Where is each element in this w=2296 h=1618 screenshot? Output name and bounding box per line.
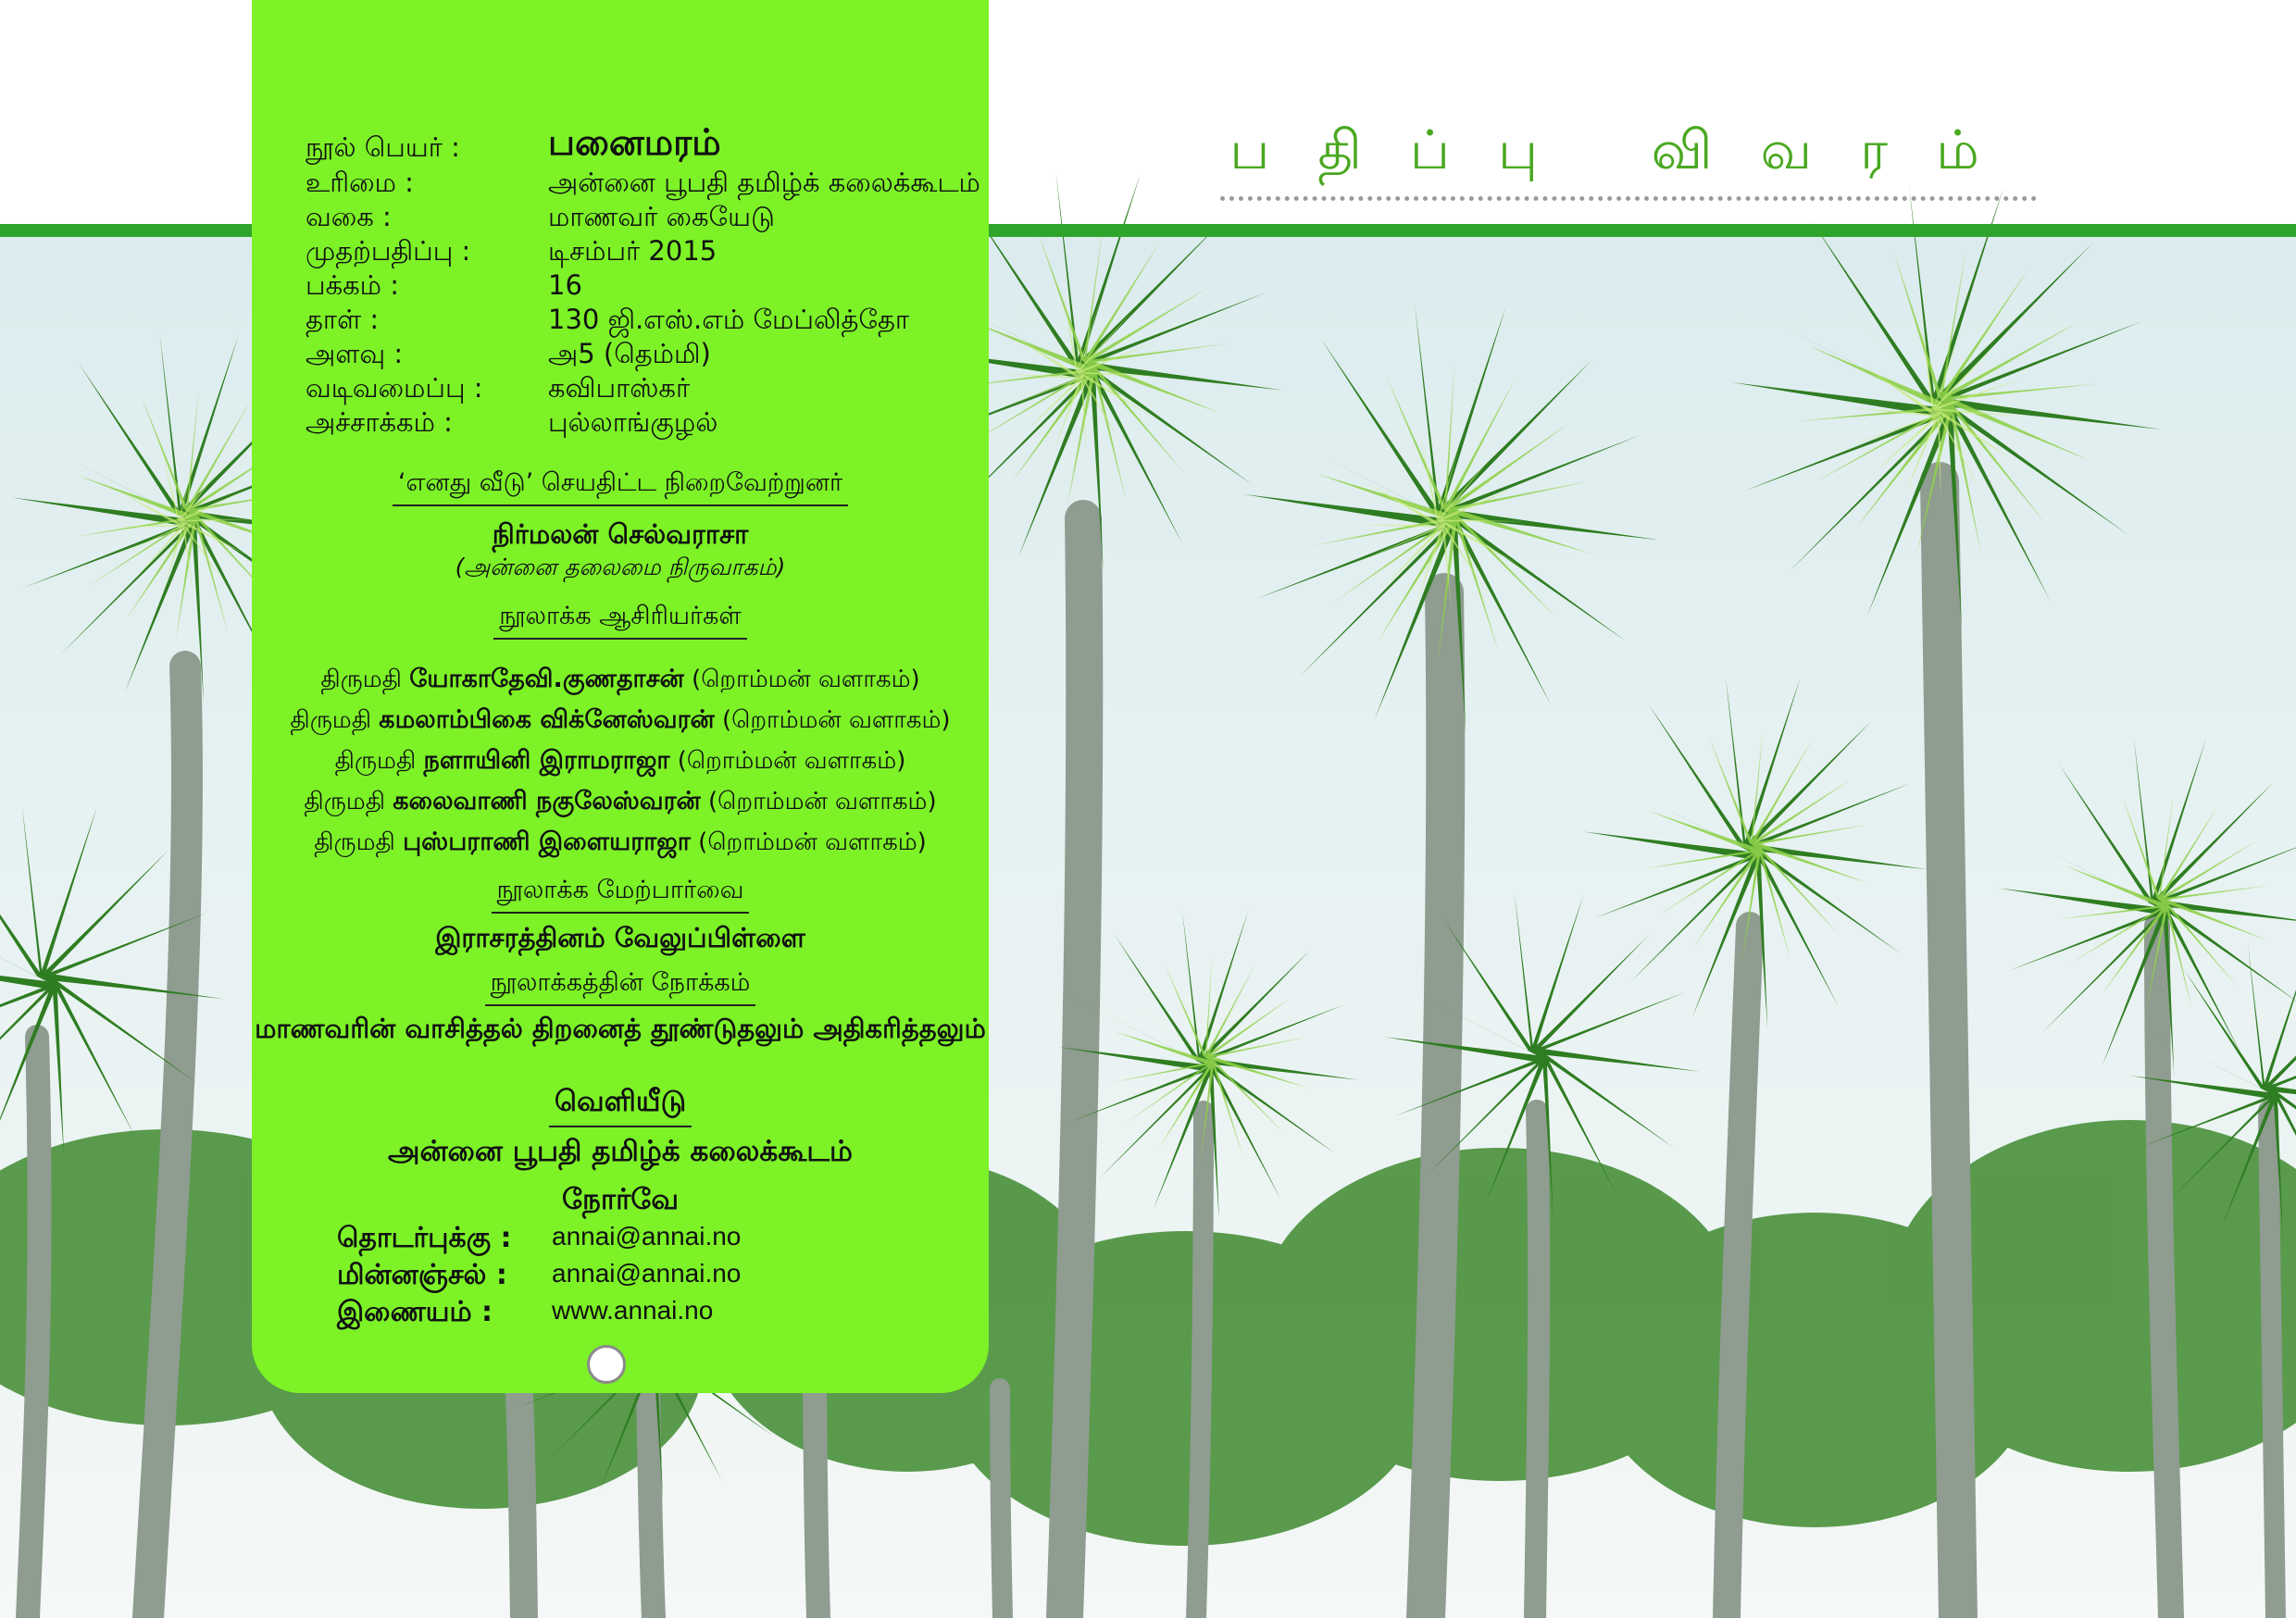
- contact-row-website: [337, 1296, 892, 1329]
- detail-value: 130 ஜி.எஸ்.எம் மேப்லித்தோ: [548, 304, 910, 335]
- detail-value: மாணவர் கையேடு: [548, 201, 775, 232]
- detail-value: அன்னை பூபதி தமிழ்க் கலைக்கூடம்: [548, 167, 980, 198]
- author-line: திருமதி யோகாதேவி.குணதாசன் (றொம்மன் வளாகம்): [320, 665, 920, 693]
- project-heading: ‘எனது வீடு’ செயதிட்ட நிறைவேற்றுனர்: [252, 468, 989, 506]
- authors-heading: நூலாக்க ஆசிரியர்கள்: [252, 602, 989, 640]
- detail-value: கவிபாஸ்கர்: [548, 372, 691, 404]
- detail-row-first-edition: [306, 235, 991, 268]
- book-details-panel: [252, 0, 989, 1393]
- contact-label: தொடர்புக்கு :: [337, 1222, 512, 1254]
- detail-row-title: [306, 122, 991, 165]
- project-executor-name: நிர்மலன் செல்வராசா: [492, 518, 749, 550]
- contact-row-phone: [337, 1222, 892, 1255]
- detail-label: வடிவமைப்பு :: [306, 372, 483, 404]
- detail-value: டிசம்பர் 2015: [548, 235, 718, 267]
- purpose-text: மாணவரின் வாசித்தல் திறனைத் தூண்டுதலும் அதிகரித்தலும்: [255, 1013, 986, 1044]
- detail-label: அளவு :: [306, 338, 404, 369]
- book-title: பனைமரம்: [548, 122, 721, 164]
- project-executor-role: (அன்னை தலைமை நிருவாகம்): [455, 554, 786, 580]
- purpose-heading: நூலாக்கத்தின் நோக்கம்: [252, 968, 989, 1006]
- punch-hole-icon: [587, 1345, 626, 1384]
- detail-row-type: [306, 201, 991, 234]
- detail-label: முதற்பதிப்பு :: [306, 235, 471, 267]
- detail-label: வகை :: [306, 201, 392, 232]
- author-line: திருமதி கமலாம்பிகை விக்னேஸ்வரன் (றொம்மன் வளாகம்): [290, 705, 951, 734]
- detail-row-rights: [306, 167, 991, 200]
- detail-value: புல்லாங்குழல்: [548, 406, 718, 438]
- dotted-underline: [1220, 196, 2037, 201]
- detail-row-paper: [306, 304, 991, 337]
- detail-row-design: [306, 372, 991, 405]
- email-link[interactable]: annai@annai.no: [552, 1259, 742, 1288]
- detail-value: 16: [548, 269, 582, 301]
- author-line: திருமதி கலைவாணி நகுலேஸ்வரன் (றொம்மன் வளாகம்): [304, 787, 937, 815]
- contact-label: இணையம் :: [337, 1296, 493, 1328]
- release-heading: வெளியீடு: [252, 1085, 989, 1127]
- supervision-heading: நூலாக்க மேற்பார்வை: [252, 876, 989, 914]
- author-line: திருமதி நளாயினி இராமராஜா (றொம்மன் வளாகம்): [334, 746, 906, 775]
- detail-label: பக்கம் :: [306, 269, 400, 301]
- author-line: திருமதி புஸ்பராணி இளையராஜா (றொம்மன் வளாகம்): [314, 828, 927, 856]
- publisher-country: நோர்வே: [562, 1183, 679, 1216]
- detail-label: நூல் பெயர் :: [306, 131, 460, 163]
- detail-value: அ5 (தெம்மி): [548, 338, 711, 369]
- detail-row-printing: [306, 406, 991, 440]
- detail-row-pages: [306, 269, 991, 303]
- contact-link[interactable]: annai@annai.no: [552, 1222, 742, 1251]
- supervisor-name: இராசரத்தினம் வேலுப்பிள்ளை: [435, 922, 805, 953]
- detail-label: அச்சாக்கம் :: [306, 406, 453, 438]
- heading-text: பதிப்பு விவரம்: [1229, 118, 2028, 181]
- contact-row-email: [337, 1259, 892, 1292]
- website-link[interactable]: www.annai.no: [552, 1296, 714, 1325]
- publication-details-heading: [1220, 118, 2037, 202]
- detail-row-size: [306, 338, 991, 371]
- publisher-name: அன்னை பூபதி தமிழ்க் கலைக்கூடம்: [388, 1135, 853, 1168]
- detail-label: உரிமை :: [306, 167, 414, 198]
- contact-label: மின்னஞ்சல் :: [337, 1259, 507, 1291]
- detail-label: தாள் :: [306, 304, 380, 335]
